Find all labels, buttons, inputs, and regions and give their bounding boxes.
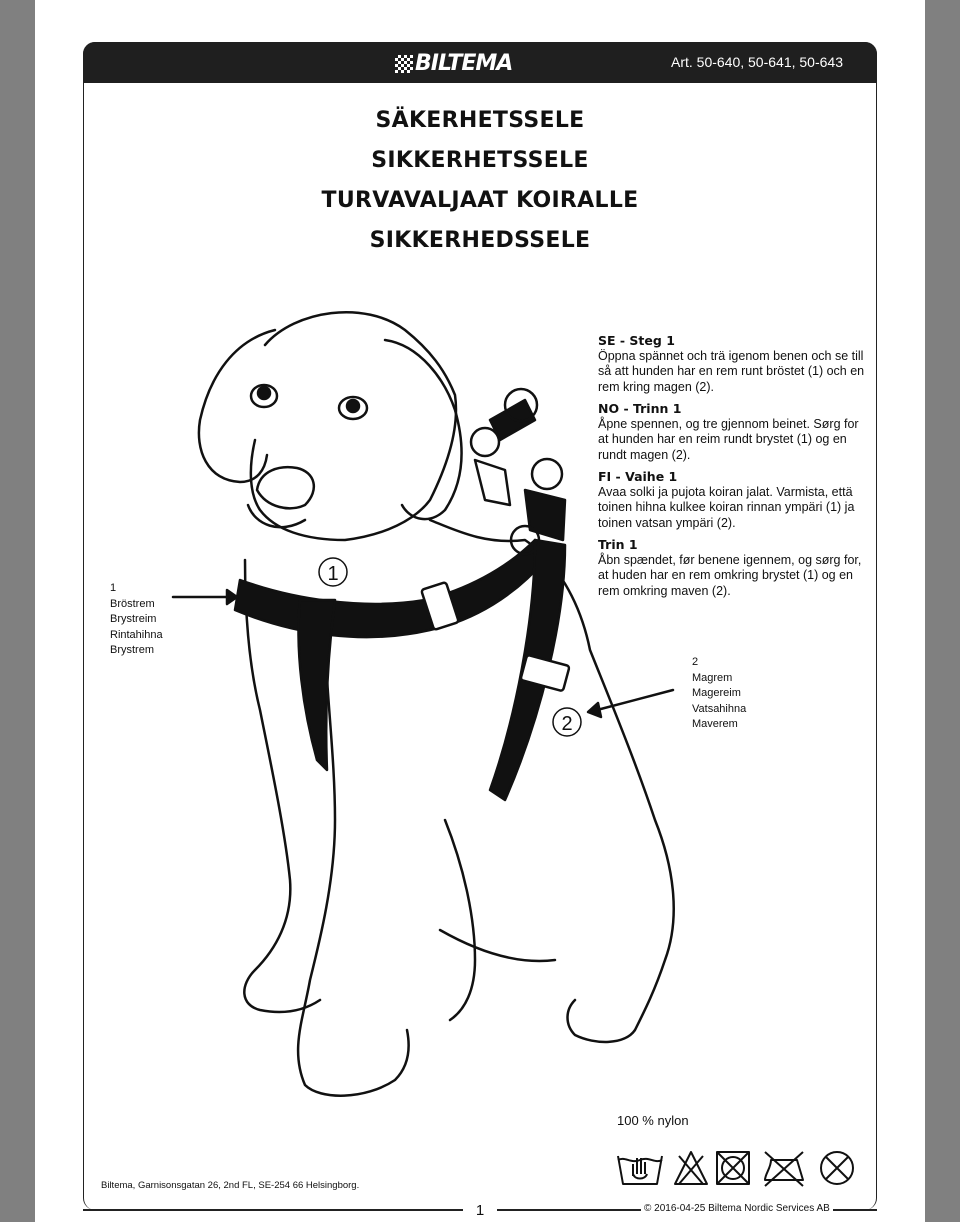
belly-arrow-head <box>588 703 601 717</box>
care-symbols <box>615 1148 865 1188</box>
dog-belly-fur <box>440 930 555 961</box>
article-numbers: Art. 50-640, 50-641, 50-643 <box>670 54 843 70</box>
dog-nose <box>257 467 314 508</box>
side-d-ring <box>532 459 562 489</box>
company-address: Biltema, Garnisonsgatan 26, 2nd FL, SE-254 66 Helsingborg. <box>101 1180 360 1191</box>
step-no <box>598 401 868 463</box>
callout-label: Magrem <box>692 671 733 684</box>
dog-left-pupil <box>258 387 270 399</box>
callout-label: Bröstrem <box>110 597 155 610</box>
callout-label: Rintahihna <box>110 628 163 641</box>
callout-label: Magereim <box>692 687 741 699</box>
step-text: Åpne spennen, og tre gjennom beinet. Sørg for at hunden har en reim rundt brystet (1) og en rundt magen (2). <box>598 416 859 462</box>
dog-right-pupil <box>347 400 359 412</box>
buckle-clip <box>475 460 510 505</box>
step-title: FI - Vaihe 1 <box>598 469 678 484</box>
callout-label: Brystrem <box>110 644 154 656</box>
no-tumble-dry-icon <box>717 1152 749 1184</box>
footer-rule-left <box>83 1209 463 1211</box>
center-strap <box>299 600 335 770</box>
neck-ring <box>471 428 499 456</box>
callout-label: Maverem <box>692 718 738 730</box>
callout-label: Vatsahihna <box>692 702 747 715</box>
chest-strap <box>235 540 545 637</box>
dog-harness-illustration <box>35 0 925 1222</box>
side-strap <box>525 490 565 540</box>
step-title: SE - Steg 1 <box>598 333 675 348</box>
no-dry-clean-icon <box>821 1152 853 1184</box>
title-fi: TURVAVALJAAT KOIRALLE <box>321 188 639 213</box>
step-text: Avaa solki ja pujota koiran jalat. Varmista, että toinen hihna kulkee koiran rinnan ympäri (1) ja toinen vatsan ympäri (2). <box>598 484 855 530</box>
step-text: Åbn spændet, før benene igennem, og sørg for, at huden har en rem omkring brystet (1) og en rem omkring maven (2). <box>598 552 862 598</box>
belly-strap-callout <box>692 655 746 733</box>
title-se: SÄKERHETSSELE <box>375 108 585 133</box>
title-no: SIKKERHETSSELE <box>371 148 589 173</box>
step-se <box>598 333 868 395</box>
step-text: Öppna spännet och trä igenom benen och se till så att hunden har en rem runt bröstet (1) och en rem kring magen (2). <box>598 348 865 394</box>
hand-wash-icon <box>618 1156 662 1184</box>
marker-2: 2 <box>561 713 573 735</box>
marker-1: 1 <box>327 563 339 585</box>
dog-hind-thigh <box>445 820 475 1020</box>
chest-strap-callout <box>110 581 163 659</box>
step-title: NO - Trinn 1 <box>598 401 682 416</box>
callout-number: 1 <box>110 582 117 594</box>
page-content <box>35 0 925 1222</box>
no-bleach-icon <box>675 1152 707 1184</box>
page-number: 1 <box>470 1202 490 1219</box>
dog-right-ear <box>385 340 462 519</box>
material-label: 100 % nylon <box>617 1113 689 1128</box>
instructions <box>598 333 868 605</box>
callout-label: Brystreim <box>110 613 157 625</box>
copyright: © 2016-04-25 Biltema Nordic Services AB <box>641 1203 833 1214</box>
callout-number: 2 <box>692 656 699 668</box>
step-title: Trin 1 <box>598 537 638 552</box>
no-iron-icon <box>765 1152 803 1186</box>
dog-head-outline <box>251 312 456 540</box>
step-fi <box>598 469 868 531</box>
step-dk <box>598 537 868 599</box>
title-dk: SIKKERHEDSSELE <box>369 228 591 253</box>
brand-name: BILTEMA <box>415 51 513 76</box>
